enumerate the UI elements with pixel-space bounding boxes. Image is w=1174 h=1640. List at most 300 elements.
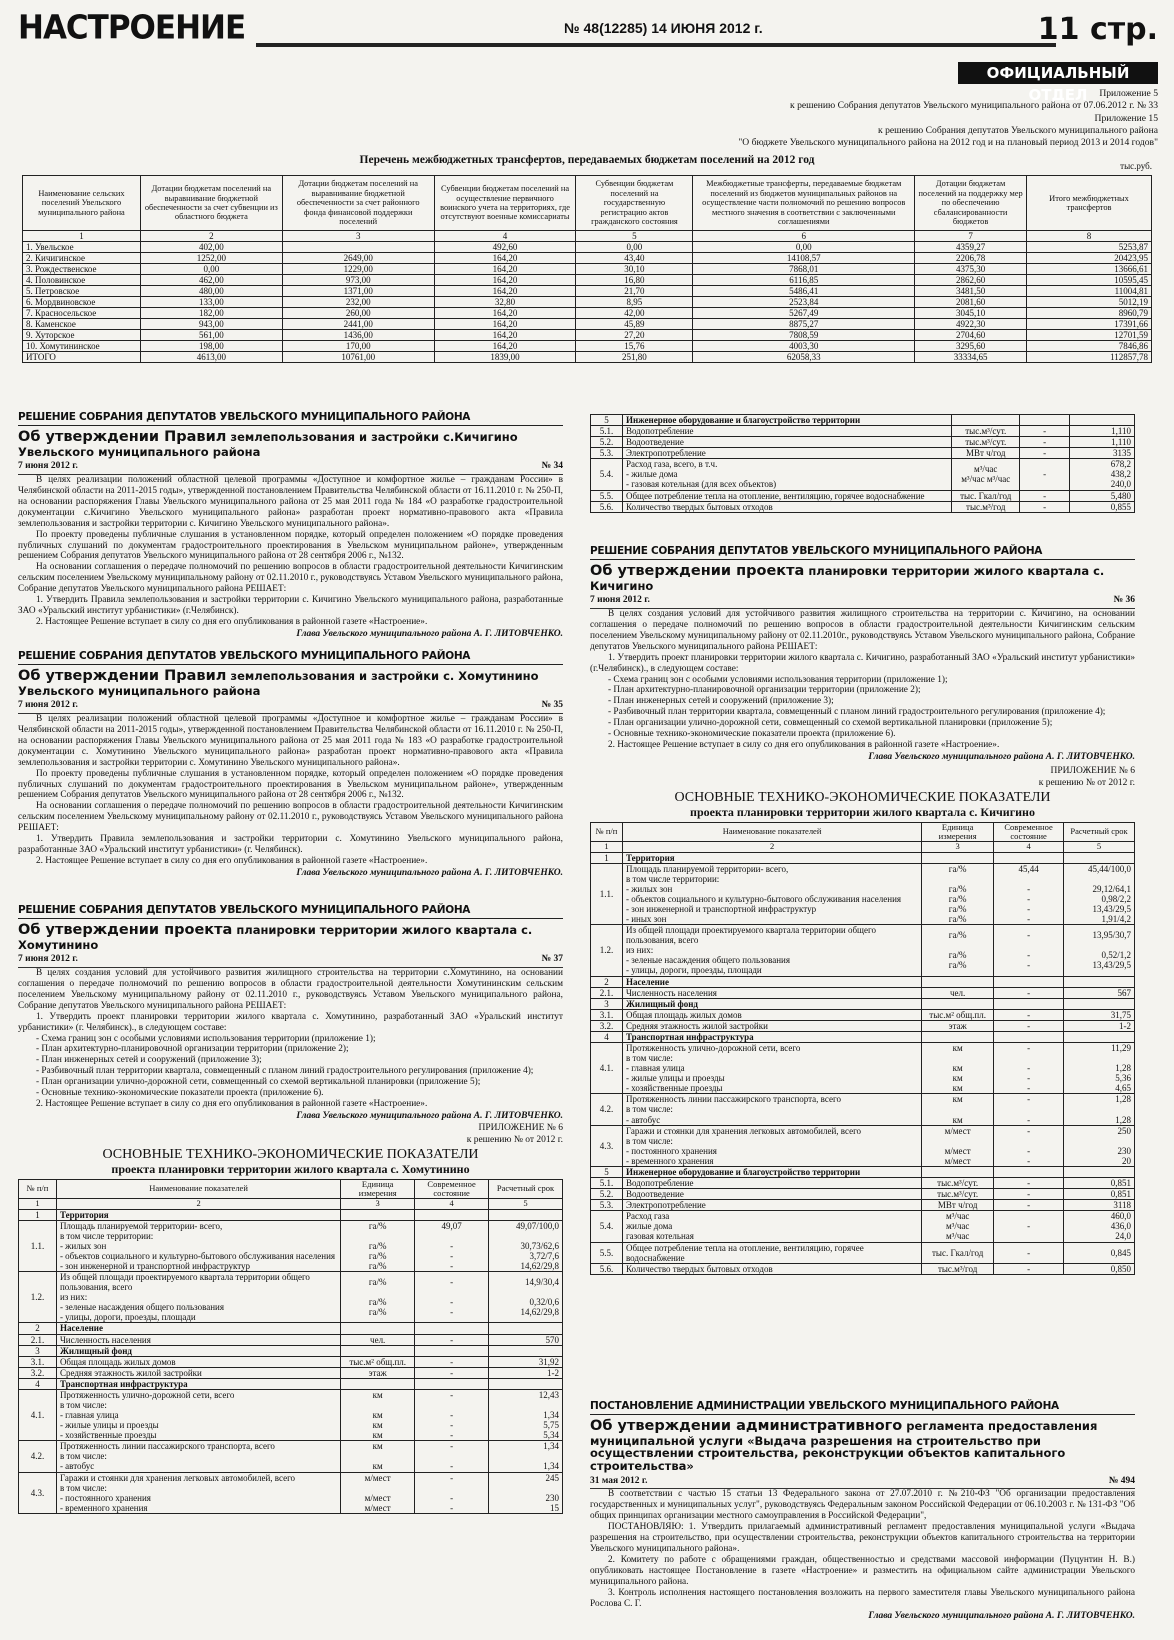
table-cell: 1.1. <box>591 863 623 924</box>
paragraph: - План организации улично-дорожной сети, совмещенный со схемой вертикальной планировки (приложение 5); <box>608 718 1053 729</box>
table-row <box>591 501 1135 512</box>
index-row <box>23 231 1152 242</box>
table-row <box>591 1263 1135 1274</box>
table-cell: 1 <box>591 852 623 863</box>
table-row <box>591 437 1135 448</box>
appendix-ref-line: ПРИЛОЖЕНИЕ № 6 <box>478 1123 563 1133</box>
table-row <box>591 415 1135 426</box>
decision-body <box>590 609 1135 752</box>
table-cell: Протяженность улично-дорожной сети, всего в том числе: - главная улица - жилые улицы и проезды - хозяйственные проезды <box>56 1389 340 1440</box>
table-cell: 11004,81 <box>1027 286 1152 297</box>
resolution-date: 31 мая 2012 г. <box>590 1476 648 1487</box>
index-cell: 2 <box>56 1199 340 1209</box>
decision-date: 7 июня 2012 г. <box>18 954 78 965</box>
index-cell: 5 <box>576 231 693 242</box>
table-cell: 8. Каменское <box>23 319 141 330</box>
page-number: 11 стр. <box>1037 12 1158 47</box>
decision-signature: Глава Увельского муниципального района А. Г. ЛИТОВЧЕНКО. <box>868 752 1135 763</box>
table-cell <box>922 976 994 987</box>
decision-34 <box>18 411 563 640</box>
table-cell <box>341 1345 415 1356</box>
index-cell: 4 <box>415 1199 489 1209</box>
table-cell: МВт ч/год <box>952 448 1020 459</box>
table-cell: га/% га/% га/% <box>341 1272 415 1323</box>
te-heading <box>18 1147 563 1177</box>
table-cell: Численность населения <box>622 987 921 998</box>
table-cell: Водопотребление <box>622 426 951 437</box>
table-cell: Территория <box>622 852 921 863</box>
paragraph: В целях создания условий для устойчивого развития жилищного строительства на территории с.Хомутинино, на основании соглашения о передаче полномочий по решению вопросов в области градостроительной деятельности Хомутининским сельским поселением Увельскому муниципальному району от 02.11.2010 г., руководствуясь Уставом Увельского муниципального района, Собрание депутатов Увельского муниципального района РЕШАЕТ: <box>18 967 563 1011</box>
table-cell: 12,43 1,34 5,75 5,34 <box>489 1389 563 1440</box>
table-cell: 31,75 <box>1064 1009 1135 1020</box>
index-cell: 7 <box>915 231 1027 242</box>
table-row <box>19 1472 563 1513</box>
table-cell: 5.3. <box>591 448 623 459</box>
table-cell: 4.2. <box>591 1094 623 1125</box>
table-cell: Площадь планируемой территории- всего, в том числе территории: - жилых зон - объектов социального и культурно-бытового обслуживания населения - зон инженерной и транспортной инфраструктур - иных зон <box>622 863 921 924</box>
paragraph: - Основные технико-экономические показатели проекта (приложение 6). <box>36 1088 324 1099</box>
table-cell <box>489 1209 563 1220</box>
table-cell: 402,00 <box>140 242 282 253</box>
table-cell: Количество твердых бытовых отходов <box>622 1263 921 1274</box>
table-cell: Территория <box>56 1209 340 1220</box>
table-row <box>19 1356 563 1367</box>
table-cell: 2441,00 <box>282 319 434 330</box>
table-cell: 8875,27 <box>693 319 915 330</box>
column-header: Субвенции бюджетам поселений на государственную регистрацию актов гражданского состояния <box>576 176 693 231</box>
table-row <box>591 1242 1135 1263</box>
table-cell: 3481,50 <box>915 286 1027 297</box>
table-cell: 561,00 <box>140 330 282 341</box>
table-row <box>23 253 1152 264</box>
table-cell <box>1064 852 1135 863</box>
table-cell: 30,10 <box>576 264 693 275</box>
table-cell: 164,20 <box>434 341 576 352</box>
table-cell: м³/час м³/час м³/час <box>952 459 1020 490</box>
table-cell: 5.1. <box>591 1178 623 1189</box>
paragraph: На основании соглашения о передаче полномочий по решению вопросов в области градостроительной деятельности Кичигинским сельским поселением Увельскому муниципальному району от 02.11.2010 г., руководствуясь Уставом Увельского муниципального района РЕШАЕТ: <box>18 801 563 834</box>
paragraph: В целях создания условий для устойчивого развития жилищного строительства на территории с. Кичигино, на основании соглашения о передаче полномочий по решению вопросов в области градостроительной деятельности Кичигинским сельским поселением Увельскому муниципальному району от 02.11.2010г., руководствуясь Уставом Увельского муниципального района, Собрание депутатов Увельского муниципального района РЕШАЕТ: <box>590 608 1135 652</box>
engineering-table-wrap <box>590 414 1135 513</box>
table-cell: - <box>1020 490 1070 501</box>
table-cell: этаж <box>341 1367 415 1378</box>
decision-36 <box>590 545 1135 763</box>
table-cell: 12701,59 <box>1027 330 1152 341</box>
table-cell: тыс.м³/год <box>952 501 1020 512</box>
table-cell <box>282 242 434 253</box>
table-row <box>23 341 1152 352</box>
index-cell: 4 <box>434 231 576 242</box>
column-header: Единица измерения <box>922 822 994 842</box>
table-cell: 1.2. <box>591 925 623 976</box>
paragraph: По проекту проведены публичные слушания в установленном порядке, который определен положением «О порядке проведения публичных слушаний по документам градостроительного проектирования в Увельском муниципальном районе», утвержденным решением Собрания депутатов Увельского муниципального района от 28 сентября 2006 г., №132. <box>18 529 563 562</box>
masthead <box>18 10 1158 62</box>
table-cell: м/мест м/мест м/мест <box>922 1125 994 1166</box>
index-cell: 2 <box>140 231 282 242</box>
table-row <box>591 1178 1135 1189</box>
table-row <box>19 1367 563 1378</box>
table-cell: 164,20 <box>434 330 576 341</box>
table-cell: 10595,45 <box>1027 275 1152 286</box>
te-table-kichigino <box>590 822 1135 1275</box>
decision-title-main: Об утверждении проекта <box>18 922 233 939</box>
table-row <box>591 1043 1135 1094</box>
table-row <box>591 1031 1135 1042</box>
index-cell: 1 <box>591 842 623 852</box>
table-cell <box>1064 998 1135 1009</box>
table-row <box>591 1020 1135 1031</box>
paragraph: - План архитектурно-планировочной организации территории (приложение 2); <box>608 685 921 696</box>
table-row <box>19 1389 563 1440</box>
table-row <box>591 863 1135 924</box>
decision-title-main: Об утверждении Правил <box>18 668 227 685</box>
table-cell: 4922,30 <box>915 319 1027 330</box>
table-cell: - <box>994 1242 1064 1263</box>
decision-37 <box>18 904 563 1122</box>
table-cell: Жилищный фонд <box>622 998 921 1009</box>
table-cell: Жилищный фонд <box>56 1345 340 1356</box>
table-cell <box>415 1378 489 1389</box>
table-cell: 1-2 <box>489 1367 563 1378</box>
table-cell: 8,95 <box>576 297 693 308</box>
table-cell: 1229,00 <box>282 264 434 275</box>
appendix-ref-line: к решению № от 2012 г. <box>1038 778 1135 789</box>
table-cell: 5.4. <box>591 1211 623 1242</box>
department-label: ОФИЦИАЛЬНЫЙ ОТДЕЛ <box>958 62 1158 84</box>
table-cell: - - - - <box>415 1389 489 1440</box>
table-cell: 3.2. <box>591 1020 623 1031</box>
table-cell: 2704,60 <box>915 330 1027 341</box>
table-row <box>19 1323 563 1334</box>
column-header: Единица измерения <box>341 1179 415 1199</box>
paragraph: По проекту проведены публичные слушания в установленном порядке, который определен положением «О порядке проведения публичных слушаний по документам градостроительного проектирования в Увельском муниципальном районе», утвержденным решением Собрания депутатов Увельского муниципального района от 28 сентября 2006 г., №132. <box>18 768 563 801</box>
table-cell: 45,44/100,0 29,12/64,1 0,98/2,2 13,43/29,5 1,91/4,2 <box>1064 863 1135 924</box>
table-cell: 20423,95 <box>1027 253 1152 264</box>
table-cell: тыс.м³/сут. <box>922 1189 994 1200</box>
table-cell: 4 <box>591 1031 623 1042</box>
table-row <box>591 490 1135 501</box>
table-cell: 250 230 20 <box>1064 1125 1135 1166</box>
table-cell: 49,07 - - - <box>415 1220 489 1271</box>
transfers-title: Перечень межбюджетных трансфертов, передаваемых бюджетам поселений на 2012 год <box>359 154 815 166</box>
decision-title-rest: планировки территории жилого квартала с. Кичигино <box>590 564 1105 593</box>
table-cell: 3135 <box>1070 448 1135 459</box>
index-cell: 6 <box>693 231 915 242</box>
paragraph: - Основные технико-экономические показатели проекта (приложение 6). <box>608 729 896 740</box>
paragraph: 2. Настоящее Решение вступает в силу со дня его опубликования в районной газете «Настроение». <box>36 617 428 628</box>
paragraph: - Схема границ зон с особыми условиями использования территории (приложение 1); <box>36 1033 376 1044</box>
table-cell: 0,00 <box>693 242 915 253</box>
table-cell <box>489 1345 563 1356</box>
table-cell: - - - <box>994 1125 1064 1166</box>
table-row <box>591 459 1135 490</box>
table-cell: м/мест м/мест м/мест <box>341 1472 415 1513</box>
table-cell: 570 <box>489 1334 563 1345</box>
paragraph: ПОСТАНОВЛЯЮ: 1. Утвердить прилагаемый административный регламент предоставления муниципальной услуги «Выдача разрешения на строительство, при осуществлении строительства, реконструкции объектов капитального строительства на территории Увельского муниципального района». <box>590 1522 1135 1555</box>
table-row <box>19 1334 563 1345</box>
appendix-line: "О бюджете Увельского муниципального района на 2012 год и на плановый период 2013 и 2014 годов" <box>738 137 1158 149</box>
table-cell: Гаражи и стоянки для хранения легковых автомобилей, всего в том числе: - постоянного хранения - временного хранения <box>56 1472 340 1513</box>
table-cell <box>994 1166 1064 1177</box>
table-cell: Гаражи и стоянки для хранения легковых автомобилей, всего в том числе: - постоянного хранения - временного хранения <box>622 1125 921 1166</box>
table-row <box>591 1094 1135 1125</box>
transfers-table <box>22 175 1152 363</box>
decision-title-rest: землепользования и застройки с.Кичигино Увельского муниципального района <box>18 430 518 459</box>
table-cell <box>415 1209 489 1220</box>
decision-title <box>590 563 1135 592</box>
table-cell: 133,00 <box>140 297 282 308</box>
table-cell: 14,9/30,4 0,32/0,6 14,62/29,8 <box>489 1272 563 1323</box>
table-row <box>23 242 1152 253</box>
table-cell: 4359,27 <box>915 242 1027 253</box>
table-cell: 32,80 <box>434 297 576 308</box>
table-cell: этаж <box>922 1020 994 1031</box>
table-cell: - <box>1020 459 1070 490</box>
table-row <box>19 1220 563 1271</box>
decision-signature: Глава Увельского муниципального района А. Г. ЛИТОВЧЕНКО. <box>296 1111 563 1122</box>
decision-title <box>18 922 563 951</box>
table-row <box>591 1211 1135 1242</box>
table-row <box>591 976 1135 987</box>
table-cell <box>341 1209 415 1220</box>
table-cell: - <box>994 1020 1064 1031</box>
paragraph: 1. Утвердить проект планировки территории жилого квартала с. Хомутинино, разработанный ЗАО «Уральский институт урбанистики» (г. Челябинск)., в следующем составе: <box>18 1011 563 1033</box>
table-cell: 164,20 <box>434 275 576 286</box>
table-cell <box>1064 1031 1135 1042</box>
column-header: Наименование показателей <box>622 822 921 842</box>
table-cell: 5.6. <box>591 501 623 512</box>
column-header: Дотации бюджетам поселений на выравнивание бюджетной обеспеченности за счет районного фонда финансовой поддержки поселений <box>282 176 434 231</box>
resolution-date-line <box>590 1476 1135 1489</box>
table-cell: чел. <box>922 987 994 998</box>
decision-date-line <box>18 954 563 967</box>
table-cell: - <box>415 1356 489 1367</box>
table-cell: ИТОГО <box>23 352 141 363</box>
table-cell <box>922 1031 994 1042</box>
table-cell <box>489 1378 563 1389</box>
paragraph: 1. Утвердить Правила землепользования и застройки территории с. Хомутинино Увельского муниципального района, разработанные ЗАО «Уральский институт урбанистики» (г. Челябинск). <box>18 834 563 856</box>
index-row <box>19 1199 563 1209</box>
te-subtitle: проекта планировки территории жилого квартала с. Хомутинино <box>111 1161 470 1176</box>
decision-date-line <box>18 461 563 474</box>
transfers-unit: тыс.руб. <box>1120 161 1152 171</box>
table-cell: 5.5. <box>591 1242 623 1263</box>
table-cell: 480,00 <box>140 286 282 297</box>
table-cell: 45,89 <box>576 319 693 330</box>
index-cell: 5 <box>1064 842 1135 852</box>
table-cell: 3.1. <box>591 1009 623 1020</box>
table-cell: 42,00 <box>576 308 693 319</box>
decision-number: № 36 <box>1113 595 1135 606</box>
table-cell: 13,95/30,7 0,52/1,2 13,43/29,5 <box>1064 925 1135 976</box>
table-row <box>591 448 1135 459</box>
table-cell: 0,855 <box>1070 501 1135 512</box>
te-title: ОСНОВНЫЕ ТЕХНИКО-ЭКОНОМИЧЕСКИЕ ПОКАЗАТЕЛИ <box>102 1146 479 1162</box>
appendix-line: Приложение 15 <box>1094 112 1158 124</box>
issue-number: № 48(12285) 14 ИЮНЯ 2012 г. <box>558 20 769 37</box>
table-cell: м³/час м³/час м³/час <box>922 1211 994 1242</box>
paragraph: - План архитектурно-планировочной организации территории (приложение 2); <box>36 1044 349 1055</box>
table-cell: Расход газа, всего, в т.ч. - жилые дома - газовая котельная (для всех объектов) <box>622 459 951 490</box>
table-row <box>591 1009 1135 1020</box>
table-row <box>591 1166 1135 1177</box>
table-cell: 1371,00 <box>282 286 434 297</box>
table-cell: 1436,00 <box>282 330 434 341</box>
table-cell: 2.1. <box>591 987 623 998</box>
table-row <box>19 1345 563 1356</box>
table-cell: 5.6. <box>591 1263 623 1274</box>
table-cell: 4613,00 <box>140 352 282 363</box>
table-cell: тыс.м² общ.пл. <box>922 1009 994 1020</box>
table-cell: 1839,00 <box>434 352 576 363</box>
table-cell: 1252,00 <box>140 253 282 264</box>
table-cell: км км км км <box>341 1389 415 1440</box>
table-cell: 1.1. <box>19 1220 57 1271</box>
table-cell: 9. Хуторское <box>23 330 141 341</box>
table-cell: Численность населения <box>56 1334 340 1345</box>
column-header: Расчетный срок <box>1064 822 1135 842</box>
appendix-ref <box>590 765 1135 790</box>
table-cell: 251,80 <box>576 352 693 363</box>
decision-35 <box>18 650 563 879</box>
table-row <box>23 264 1152 275</box>
table-cell: Протяженность улично-дорожной сети, всего в том числе: - главная улица - жилые улицы и проезды - хозяйственные проезды <box>622 1043 921 1094</box>
table-cell: 5253,87 <box>1027 242 1152 253</box>
paragraph: 2. Настоящее Решение вступает в силу со дня его опубликования в районной газете «Настроение». <box>36 1099 428 1110</box>
table-cell: 460,0 436,0 24,0 <box>1064 1211 1135 1242</box>
index-cell: 8 <box>1027 231 1152 242</box>
table-cell: тыс.м² общ.пл. <box>341 1356 415 1367</box>
newspaper-name: НАСТРОЕНИЕ <box>18 9 246 47</box>
paragraph: 1. Утвердить Правила землепользования и застройки территории с. Кичигино Увельского муниципального района, разработанные ЗАО «Уральский институт урбанистики» (г.Челябинск). <box>18 595 563 617</box>
table-cell: 164,20 <box>434 319 576 330</box>
paragraph: - Разбивочный план территории квартала, совмещенный с планом линий градостроительного регулирования (приложение 4); <box>608 707 1106 718</box>
column-header: Субвенции бюджетам поселений на осуществление первичного воинского учета на территориях, где отсутствуют военные комиссариаты <box>434 176 576 231</box>
paragraph: 1. Утвердить проект планировки территории жилого квартала с. Кичигино, разработанный ЗАО «Уральский институт урбанистики» (г.Челябинск)., в следующем составе: <box>590 652 1135 674</box>
paragraph: 2. Настоящее Решение вступает в силу со дня его опубликования в районной газете «Настроение». <box>36 856 428 867</box>
appendix-line: к решению Собрания депутатов Увельского муниципального района <box>878 124 1158 136</box>
table-cell: - - - <box>994 925 1064 976</box>
table-cell <box>994 998 1064 1009</box>
table-cell: Общая площадь жилых домов <box>56 1356 340 1367</box>
table-cell: 5.5. <box>591 490 623 501</box>
table-cell <box>994 976 1064 987</box>
appendix-note <box>538 88 1158 149</box>
table-cell: 567 <box>1064 987 1135 998</box>
table-cell: 678,2 438,2 240,0 <box>1070 459 1135 490</box>
table-cell: Инженерное оборудование и благоустройство территории <box>622 1166 921 1177</box>
table-cell: 2862,60 <box>915 275 1027 286</box>
column-header: № п/п <box>591 822 623 842</box>
table-cell <box>922 852 994 863</box>
table-row <box>23 319 1152 330</box>
table-cell: 7868,01 <box>693 264 915 275</box>
table-cell: 10. Хомутининское <box>23 341 141 352</box>
table-cell: 0,851 <box>1064 1189 1135 1200</box>
table-row <box>591 852 1135 863</box>
table-cell: чел. <box>341 1334 415 1345</box>
table-cell: 1,28 1,28 <box>1064 1094 1135 1125</box>
table-row <box>23 308 1152 319</box>
table-cell: 1,110 <box>1070 426 1135 437</box>
table-cell: - <box>994 1178 1064 1189</box>
table-cell: 5,480 <box>1070 490 1135 501</box>
table-cell: 4.3. <box>19 1472 57 1513</box>
table-cell: 2 <box>19 1323 57 1334</box>
table-cell: 2 <box>591 976 623 987</box>
table-cell: 0,00 <box>576 242 693 253</box>
table-cell: тыс. Гкал/год <box>952 490 1020 501</box>
table-cell: - <box>994 1211 1064 1242</box>
table-cell: км км км км <box>922 1043 994 1094</box>
column-header: Наименование показателей <box>56 1179 340 1199</box>
paragraph: - Схема границ зон с особыми условиями использования территории (приложение 1); <box>608 674 948 685</box>
table-cell: 164,20 <box>434 264 576 275</box>
appendix-ref-line: к решению № от 2012 г. <box>466 1135 563 1146</box>
table-cell <box>1020 415 1070 426</box>
table-cell: Общее потребление тепла на отопление, вентиляцию, горячее водоснабжение <box>622 490 951 501</box>
decision-header: РЕШЕНИЕ СОБРАНИЯ ДЕПУТАТОВ УВЕЛЬСКОГО МУНИЦИПАЛЬНОГО РАЙОНА <box>18 904 563 919</box>
table-cell: 0,00 <box>140 264 282 275</box>
table-cell: - - <box>415 1441 489 1472</box>
table-cell: 4. Половинское <box>23 275 141 286</box>
table-cell: 3118 <box>1064 1200 1135 1211</box>
decision-title <box>18 668 563 697</box>
te-subtitle: проекта планировки территории жилого квартала с. Кичигино <box>690 804 1035 819</box>
index-cell: 3 <box>282 231 434 242</box>
column-header: Современное состояние <box>994 822 1064 842</box>
table-cell: 15,76 <box>576 341 693 352</box>
table-cell: Водопотребление <box>622 1178 921 1189</box>
table-cell: 49,07/100,0 30,73/62,6 3,72/7,6 14,62/29,8 <box>489 1220 563 1271</box>
table-cell: - - <box>994 1094 1064 1125</box>
resolution-title-main: Об утверждении административного <box>590 1418 903 1435</box>
table-cell <box>994 852 1064 863</box>
table-cell: 2.1. <box>19 1334 57 1345</box>
te-table-khomutinino <box>18 1179 563 1514</box>
table-cell <box>1064 1166 1135 1177</box>
table-cell: 4.3. <box>591 1125 623 1166</box>
table-row <box>591 998 1135 1009</box>
table-cell: 2. Кичигинское <box>23 253 141 264</box>
table-cell: 21,70 <box>576 286 693 297</box>
table-cell: Из общей площади проектируемого квартала территории общего пользования, всего из них: - зеленые насаждения общего пользования - улицы, дороги, проезды, площади <box>622 925 921 976</box>
table-cell <box>341 1323 415 1334</box>
table-cell: км км <box>341 1441 415 1472</box>
transfers-table-wrap <box>22 175 1152 363</box>
table-cell <box>952 415 1020 426</box>
header-row <box>591 822 1135 842</box>
paragraph: - План инженерных сетей и сооружений (приложение 3); <box>36 1055 262 1066</box>
column-header: Дотации бюджетам поселений на выравнивание бюджетной обеспеченности за счет субвенции из областного бюджета <box>140 176 282 231</box>
table-cell: Население <box>622 976 921 987</box>
decision-header: РЕШЕНИЕ СОБРАНИЯ ДЕПУТАТОВ УВЕЛЬСКОГО МУНИЦИПАЛЬНОГО РАЙОНА <box>18 650 563 665</box>
table-cell: 5.1. <box>591 426 623 437</box>
table-row <box>23 352 1152 363</box>
table-cell: Водоотведение <box>622 1189 921 1200</box>
table-cell: км км <box>922 1094 994 1125</box>
resolution-title-rest: регламента предоставления муниципальной услуги «Выдача разрешения на строительство при осуществлении строительства, реконструкции объектов капитального строительства» <box>590 1419 1098 1474</box>
index-row <box>591 842 1135 852</box>
appendix-line: Приложение 5 <box>1099 88 1158 99</box>
paragraph: 2. Настоящее Решение вступает в силу со дня его опубликования в районной газете «Настроение». <box>608 740 1000 751</box>
table-cell: Транспортная инфраструктура <box>56 1378 340 1389</box>
table-cell: га/% га/% га/% га/% <box>341 1220 415 1271</box>
table-cell: 14108,57 <box>693 253 915 264</box>
table-cell: Средняя этажность жилой застройки <box>622 1020 921 1031</box>
table-cell: 4003,30 <box>693 341 915 352</box>
table-cell: 2206,78 <box>915 253 1027 264</box>
